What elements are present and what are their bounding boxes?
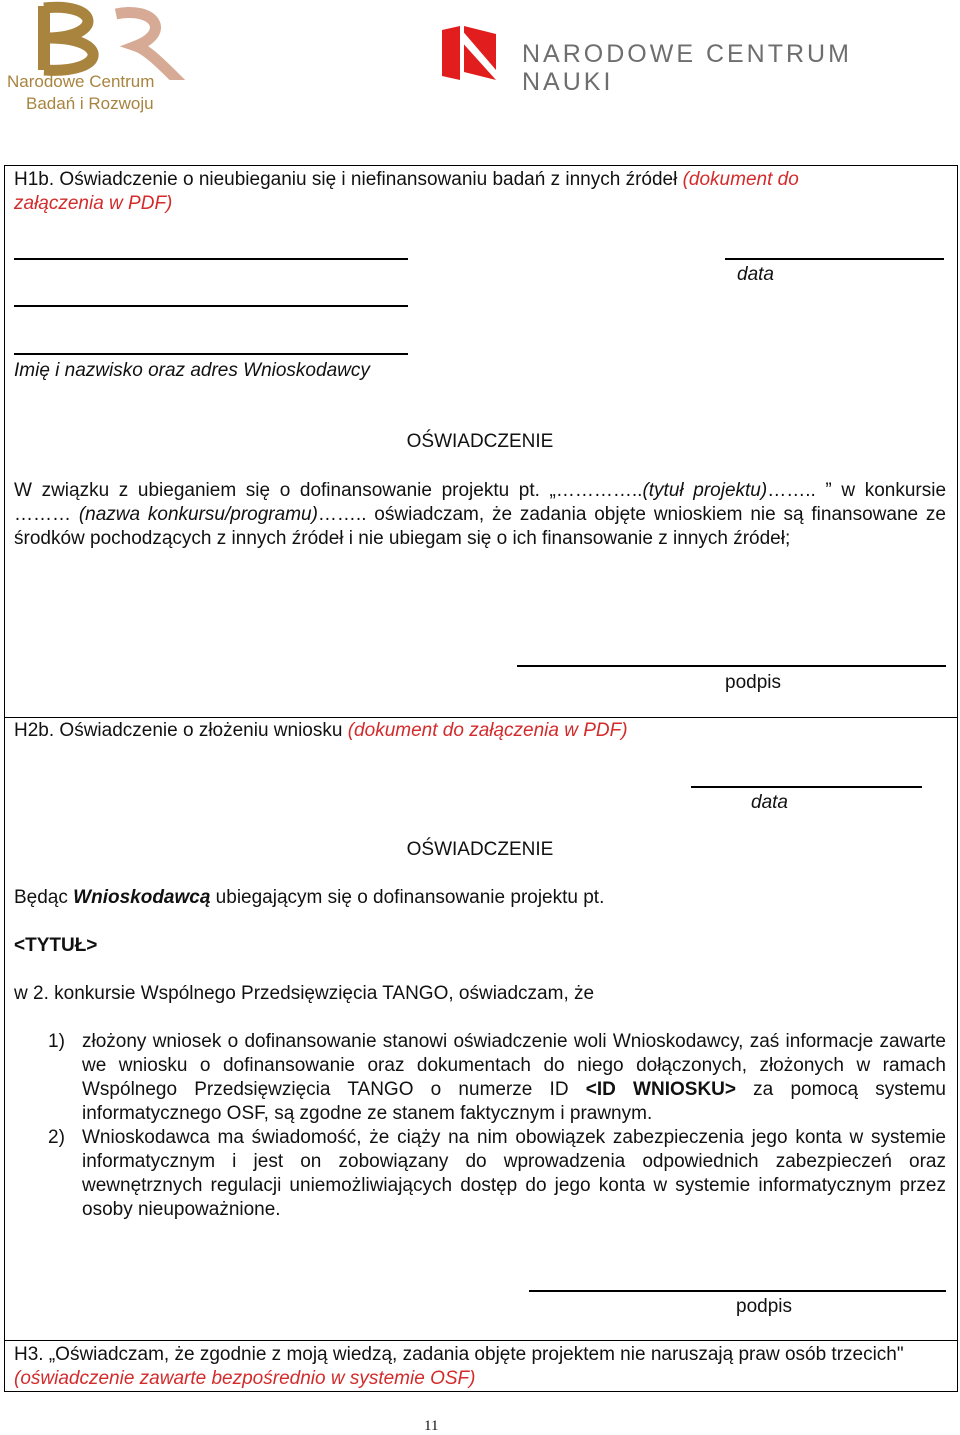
h1b-body-contest-placeholder: (nazwa konkursu/programu) — [78, 504, 318, 525]
ncbr-logo-line2: Badań i Rozwoju — [26, 94, 154, 113]
h1b-body — [14, 479, 946, 551]
h1b-body-part3: …….. oświadczam, że zadania objęte wnioskiem nie są finansowane ze środków pochodzących z innych źródeł i nie ubiegam się o ich finansowanie z innych źródeł; — [14, 504, 946, 549]
list-item-text: Wnioskodawca ma świadomość, że ciąży na nim obowiązek zabezpieczenia jego konta w systemie informatycznym i jest on zobowiązany do wprowadzenia odpowiednich zabezpieczeń oraz wewnętrznych regulacji uniemożliwiających dostęp do jego konta w systemie informatycznym przez osoby nieupoważnione. — [82, 1127, 946, 1220]
section-h2b — [4, 717, 958, 1341]
h2b-title-note: (dokument do załączenia w PDF) — [347, 720, 628, 741]
signature-line-h2b — [529, 1290, 946, 1292]
h3-note: (oświadczenie zawarte bezpośrednio w systemie OSF) — [14, 1368, 476, 1389]
list-item-number: 2) — [48, 1127, 65, 1148]
h3-text: H3. „Oświadczam, że zgodnie z moją wiedzą, zadania objęte projektem nie naruszają praw osób trzecich" — [14, 1344, 904, 1365]
h2b-date-label: data — [751, 792, 788, 813]
h2b-title — [14, 719, 914, 743]
applicant-line-3 — [14, 353, 408, 355]
h2b-intro-prefix: Będąc — [14, 887, 74, 908]
h1b-signature-label: podpis — [725, 672, 781, 693]
h1b-title — [14, 168, 884, 216]
h2b-statement-list — [14, 1030, 946, 1222]
h2b-title-text: H2b. Oświadczenie o złożeniu wniosku — [14, 720, 348, 741]
h1b-body-part1: W związku z ubieganiem się o dofinansowanie projektu pt. „………….. — [14, 480, 643, 501]
signature-line-h1b — [517, 665, 946, 667]
h2b-intro-suffix: ubiegającym się o dofinansowanie projektu pt. — [210, 887, 605, 908]
h1b-title-text: H1b. Oświadczenie o nieubieganiu się i niefinansowaniu badań z innych źródeł — [14, 169, 683, 190]
ncbr-logo-line1: Narodowe Centrum — [7, 72, 155, 91]
date-line-h1b — [725, 258, 944, 260]
applicant-line-1 — [14, 258, 408, 260]
h2b-signature-label: podpis — [736, 1296, 792, 1317]
h2b-title-placeholder: <TYTUŁ> — [14, 935, 98, 956]
h1b-date-label: data — [737, 264, 774, 285]
h1b-title-note: (dokument do załączenia w PDF) — [14, 169, 799, 214]
h1b-body-part2: …….. ” w konkursie ……… — [14, 480, 947, 525]
applicant-line-2 — [14, 305, 408, 307]
ncn-emblem-icon — [440, 24, 498, 82]
list-item-number: 1) — [48, 1031, 65, 1052]
list-item-id-placeholder: <ID WNIOSKU> — [585, 1079, 736, 1100]
h1b-heading: OŚWIADCZENIE — [406, 431, 554, 452]
h2b-heading: OŚWIADCZENIE — [406, 839, 554, 860]
h2b-intro-applicant: Wnioskodawcą — [73, 887, 211, 908]
ncbr-br-logo-icon — [4, 0, 209, 80]
h3-statement — [14, 1343, 914, 1391]
applicant-label: Imię i nazwisko oraz adres Wnioskodawcy — [14, 360, 370, 381]
h2b-intro — [14, 886, 604, 910]
ncn-logo — [440, 22, 950, 96]
h2b-contest-line: w 2. konkursie Wspólnego Przedsięwzięcia TANGO, oświadczam, że — [14, 983, 595, 1004]
list-item — [14, 1030, 946, 1126]
ncn-logo-text: NARODOWE CENTRUM NAUKI — [522, 40, 852, 96]
page-number: 11 — [424, 1418, 439, 1434]
list-item — [14, 1126, 946, 1222]
ncbr-logo — [4, 0, 209, 120]
list-item-text-end: za pomocą systemu informatycznego OSF, są zgodne ze stanem faktycznym i prawnym. — [82, 1079, 946, 1124]
date-line-h2b — [691, 786, 922, 788]
list-item-text: złożony wniosek o dofinansowanie stanowi oświadczenie woli Wnioskodawcy, zaś informacje zawarte we wniosku o dofinansowanie oraz dokumentach do niego dołączonych, złożonych w ramach Wspólnego Przedsięwzięcia TANGO o numerze ID — [82, 1031, 946, 1100]
h1b-body-title-placeholder: (tytuł projektu) — [642, 480, 768, 501]
